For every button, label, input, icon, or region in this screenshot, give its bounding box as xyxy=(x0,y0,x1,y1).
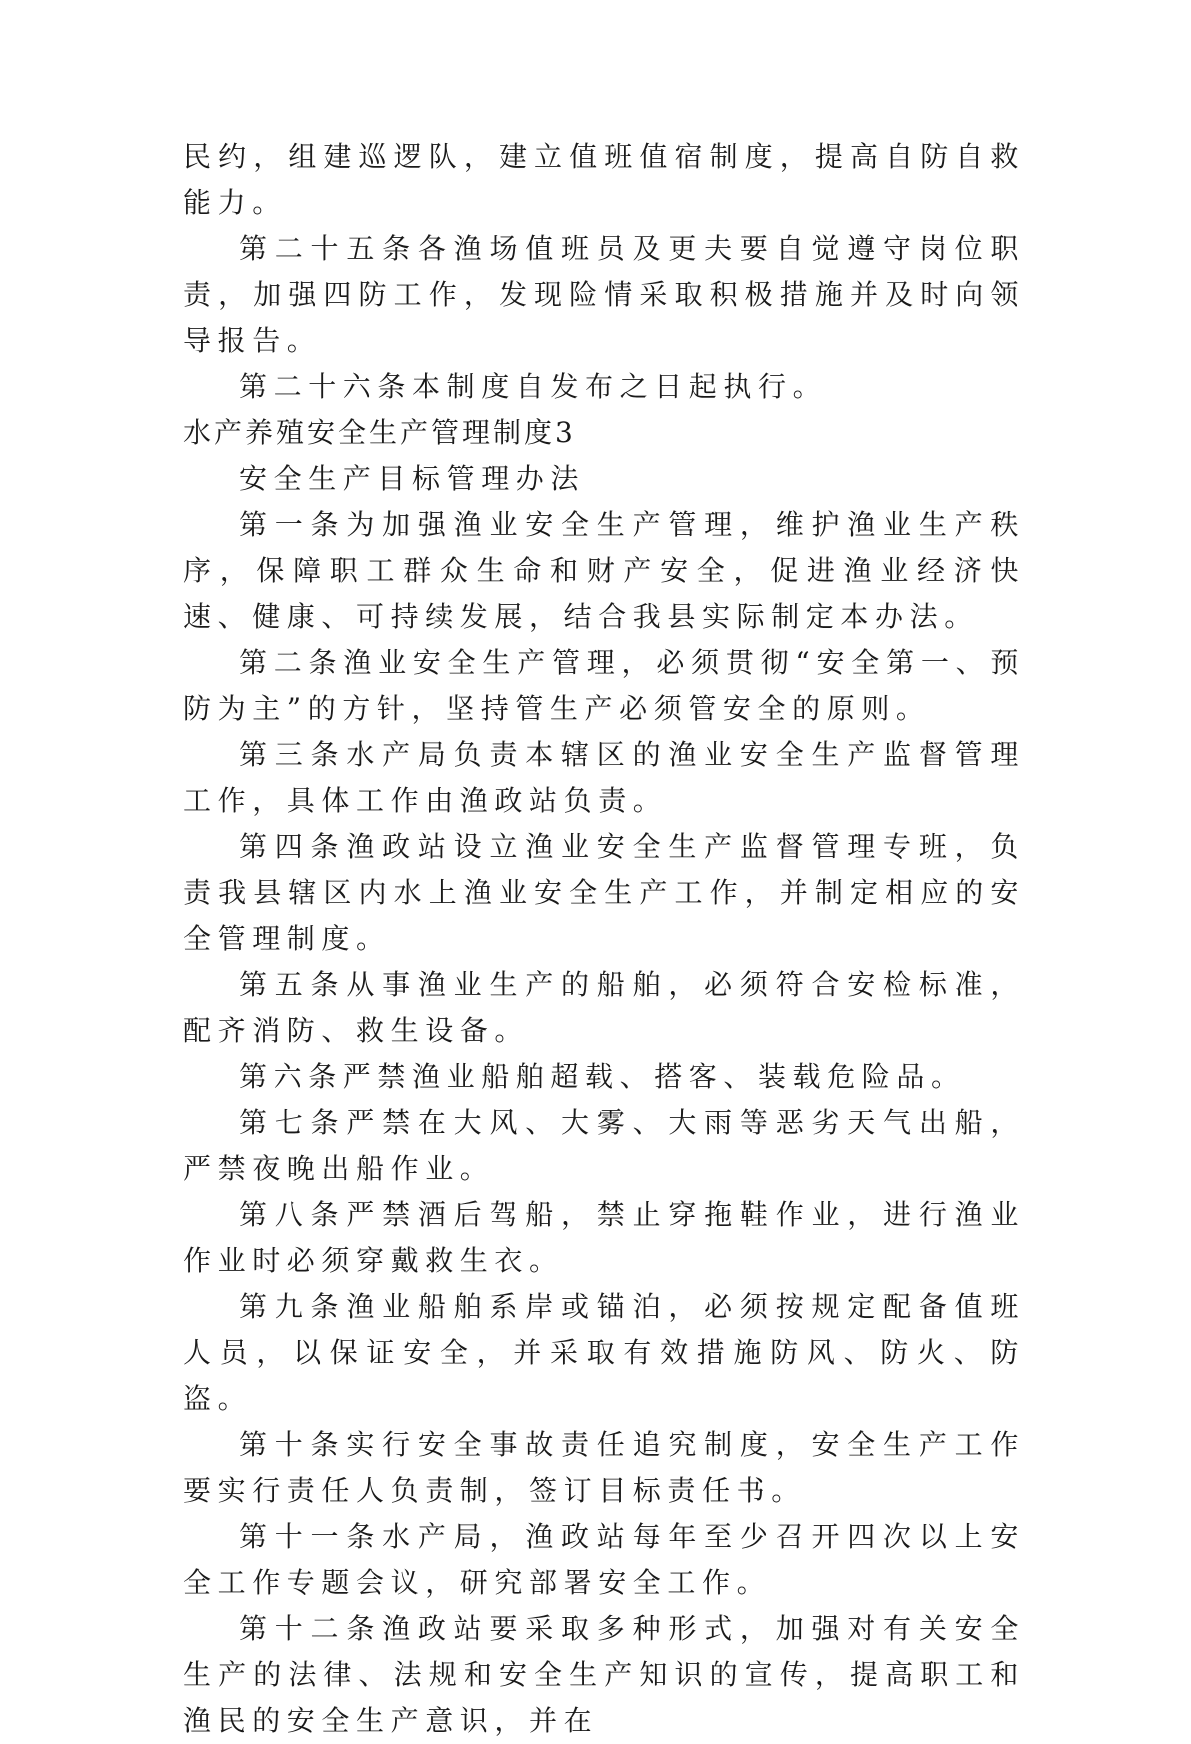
paragraph-article-10: 第十条实行安全事故责任追究制度，安全生产工作要实行责任人负责制，签订目标责任书。 xyxy=(183,1428,1025,1507)
paragraph-article-8: 第八条严禁酒后驾船，禁止穿拖鞋作业，进行渔业作业时必须穿戴救生衣。 xyxy=(183,1198,1025,1277)
paragraph-article-3: 第三条水产局负责本辖区的渔业安全生产监督管理工作，具体工作由渔政站负责。 xyxy=(183,738,1025,817)
paragraph-article-5: 第五条从事渔业生产的船舶，必须符合安检标准，配齐消防、救生设备。 xyxy=(183,968,1025,1047)
paragraph-article-1: 第一条为加强渔业安全生产管理，维护渔业生产秩序，保障职工群众生命和财产安全，促进渔业经济快速、健康、可持续发展，结合我县实际制定本办法。 xyxy=(183,508,1025,633)
paragraph-article-11: 第十一条水产局，渔政站每年至少召开四次以上安全工作专题会议，研究部署安全工作。 xyxy=(183,1520,1025,1599)
paragraph-article-7: 第七条严禁在大风、大雾、大雨等恶劣天气出船，严禁夜晚出船作业。 xyxy=(183,1106,1025,1185)
paragraph-article-12: 第十二条渔政站要采取多种形式，加强对有关安全生产的法律、法规和安全生产知识的宣传，提高职工和渔民的安全生产意识，并在 xyxy=(183,1612,1025,1737)
paragraph-article-26: 第二十六条本制度自发布之日起执行。 xyxy=(239,370,828,403)
paragraph-continuation: 民约，组建巡逻队，建立值班值宿制度，提高自防自救能力。 xyxy=(183,140,1025,219)
document-page xyxy=(183,134,1025,1744)
paragraph-article-6: 第六条严禁渔业船舶超载、搭客、装载危险品。 xyxy=(239,1060,966,1093)
paragraph-article-9: 第九条渔业船舶系岸或锚泊，必须按规定配备值班人员，以保证安全，并采取有效措施防风、防火、防盗。 xyxy=(183,1290,1025,1415)
paragraph-article-2: 第二条渔业安全生产管理，必须贯彻“安全第一、预防为主”的方针，坚持管生产必须管安全的原则。 xyxy=(183,646,1025,725)
section-title: 水产养殖安全生产管理制度3 xyxy=(183,416,576,449)
paragraph-article-25: 第二十五条各渔场值班员及更夫要自觉遵守岗位职责，加强四防工作，发现险情采取积极措施并及时向领导报告。 xyxy=(183,232,1025,357)
paragraph-article-4: 第四条渔政站设立渔业安全生产监督管理专班，负责我县辖区内水上渔业安全生产工作，并制定相应的安全管理制度。 xyxy=(183,830,1025,955)
section-subtitle: 安全生产目标管理办法 xyxy=(239,462,586,495)
